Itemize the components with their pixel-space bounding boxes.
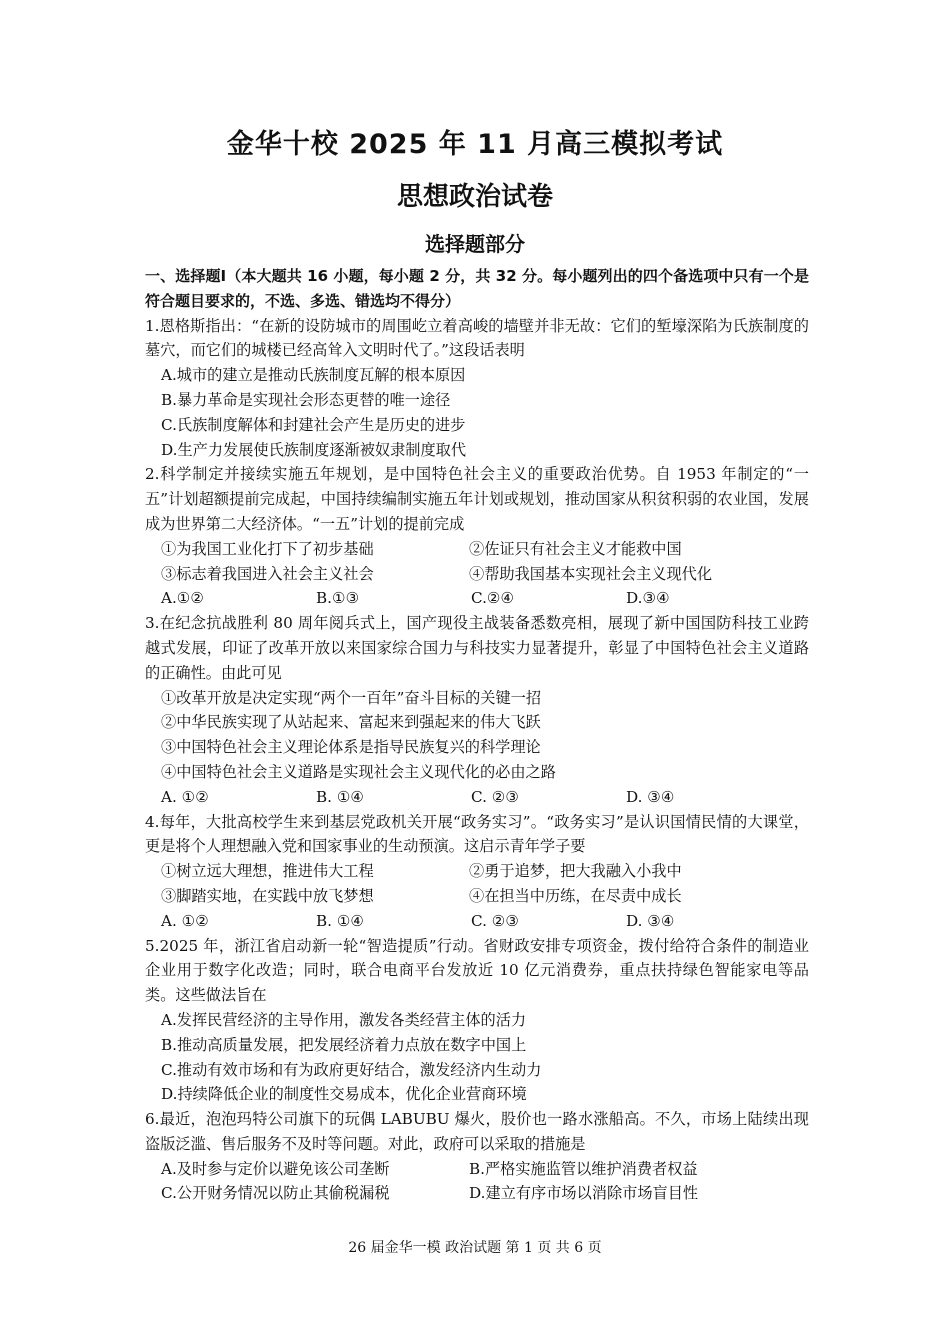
question-6-option-d: D.建立有序市场以消除市场盲目性	[469, 1184, 699, 1203]
question-3-answer-c: C. ②③	[471, 787, 519, 806]
question-2-answer-a: A.①②	[161, 589, 205, 608]
question-2-items-row-1	[145, 537, 809, 562]
question-1-stem: 1.恩格斯指出：“在新的设防城市的周围屹立着高峻的墙壁并非无故：它们的堑壕深陷为氏族制度的墓穴，而它们的城楼已经高耸入文明时代了。”这段话表明	[145, 316, 809, 360]
section-heading: 选择题部分	[425, 232, 525, 256]
question-3-answer-d: D. ③④	[626, 787, 675, 806]
question-2-item-4: ④帮助我国基本实现社会主义现代化	[469, 564, 712, 583]
question-1-option-b: B.暴力革命是实现社会形态更替的唯一途径	[161, 390, 451, 409]
question-1-option-a: A.城市的建立是推动氏族制度瓦解的根本原因	[161, 366, 466, 385]
question-2-item-3: ③标志着我国进入社会主义社会	[161, 564, 374, 583]
question-4-answer-a: A. ①②	[161, 911, 209, 930]
exam-subtitle: 思想政治试卷	[396, 182, 553, 212]
question-4-item-3: ③脚踏实地，在实践中放飞梦想	[161, 886, 374, 905]
question-4-answer-b: B. ①④	[316, 911, 365, 930]
question-5-option-a: A.发挥民营经济的主导作用，激发各类经营主体的活力	[161, 1010, 527, 1029]
question-2-item-2: ②佐证只有社会主义才能救中国	[469, 539, 682, 558]
question-4-item-1: ①树立远大理想，推进伟大工程	[161, 862, 374, 881]
question-3-item-4: ④中国特色社会主义道路是实现社会主义现代化的必由之路	[161, 762, 556, 781]
question-4-items-row-2	[145, 884, 809, 909]
question-area	[145, 264, 809, 1206]
question-4-answer-d: D. ③④	[626, 911, 675, 930]
question-2-answer-b: B.①③	[316, 589, 360, 608]
question-1-option-c: C.氏族制度解体和封建社会产生是历史的进步	[161, 415, 466, 434]
question-6-option-c: C.公开财务情况以防止其偷税漏税	[161, 1184, 390, 1203]
question-2-item-1: ①为我国工业化打下了初步基础	[161, 539, 374, 558]
question-3-item-2: ②中华民族实现了从站起来、富起来到强起来的伟大飞跃	[161, 713, 541, 732]
question-4-item-2: ②勇于追梦，把大我融入小我中	[469, 862, 682, 881]
question-1-option-d: D.生产力发展使氏族制度逐渐被奴隶制度取代	[161, 440, 467, 459]
question-2-answers	[145, 586, 809, 611]
question-5-option-b: B.推动高质量发展，把发展经济着力点放在数字中国上	[161, 1035, 527, 1054]
question-2-answer-c: C.②④	[471, 589, 515, 608]
exam-title: 金华十校 2025 年 11 月高三模拟考试	[226, 129, 724, 160]
question-4-answer-c: C. ②③	[471, 911, 519, 930]
instructions: 一、选择题Ⅰ（本大题共 16 小题，每小题 2 分，共 32 分。每小题列出的四个备选项中只有一个是符合题目要求的，不选、多选、错选均不得分）	[145, 267, 809, 310]
question-3-item-3: ③中国特色社会主义理论体系是指导民族复兴的科学理论	[161, 738, 541, 757]
question-6-option-a: A.及时参与定价以避免该公司垄断	[161, 1159, 390, 1178]
question-3-answers	[145, 785, 809, 810]
question-5-option-c: C.推动有效市场和有为政府更好结合，激发经济内生动力	[161, 1060, 542, 1079]
question-2-answer-d: D.③④	[626, 589, 670, 608]
question-6-options-row-1	[145, 1157, 809, 1182]
question-2-items-row-2	[145, 562, 809, 587]
question-4-items-row-1	[145, 859, 809, 884]
question-6-options-row-2	[145, 1181, 809, 1206]
question-3-answer-b: B. ①④	[316, 787, 365, 806]
question-4-answers	[145, 909, 809, 934]
question-5-option-d: D.持续降低企业的制度性交易成本，优化企业营商环境	[161, 1085, 527, 1104]
question-4-stem: 4.每年，大批高校学生来到基层党政机关开展“政务实习”。“政务实习”是认识国情民情的大课堂，更是将个人理想融入党和国家事业的生动预演。这启示青年学子要	[145, 812, 809, 856]
question-6-stem: 6.最近，泡泡玛特公司旗下的玩偶 LABUBU 爆火，股价也一路水涨船高。不久，市场上陆续出现盗版泛滥、售后服务不及时等问题。对此，政府可以采取的措施是	[145, 1110, 809, 1153]
page-footer: 26 届金华一模 政治试题 第 1 页 共 6 页	[348, 1240, 602, 1256]
question-2-stem: 2.科学制定并接续实施五年规划，是中国特色社会主义的重要政治优势。自 1953 年制定的“一五”计划超额提前完成起，中国持续编制实施五年计划或规划，推动国家从积贫积弱的农业国，发展成为世界第二大经济体。“一五”计划的提前完成	[145, 465, 809, 533]
question-3-stem: 3.在纪念抗战胜利 80 周年阅兵式上，国产现役主战装备悉数亮相，展现了新中国国防科技工业跨越式发展，印证了改革开放以来国家综合国力与科技实力显著提升，彰显了中国特色社会主义道路的正确性。由此可见	[145, 614, 809, 682]
question-3-item-1: ①改革开放是决定实现“两个一百年”奋斗目标的关键一招	[161, 688, 542, 707]
question-4-item-4: ④在担当中历练，在尽责中成长	[469, 886, 682, 905]
question-3-answer-a: A. ①②	[161, 787, 209, 806]
question-5-stem: 5.2025 年，浙江省启动新一轮“智造提质”行动。省财政安排专项资金，拨付给符合条件的制造业企业用于数字化改造；同时，联合电商平台发放近 10 亿元消费券，重点扶持绿色智能家电等品类。这些做法旨在	[145, 936, 809, 1005]
question-6-option-b: B.严格实施监管以维护消费者权益	[469, 1159, 698, 1178]
